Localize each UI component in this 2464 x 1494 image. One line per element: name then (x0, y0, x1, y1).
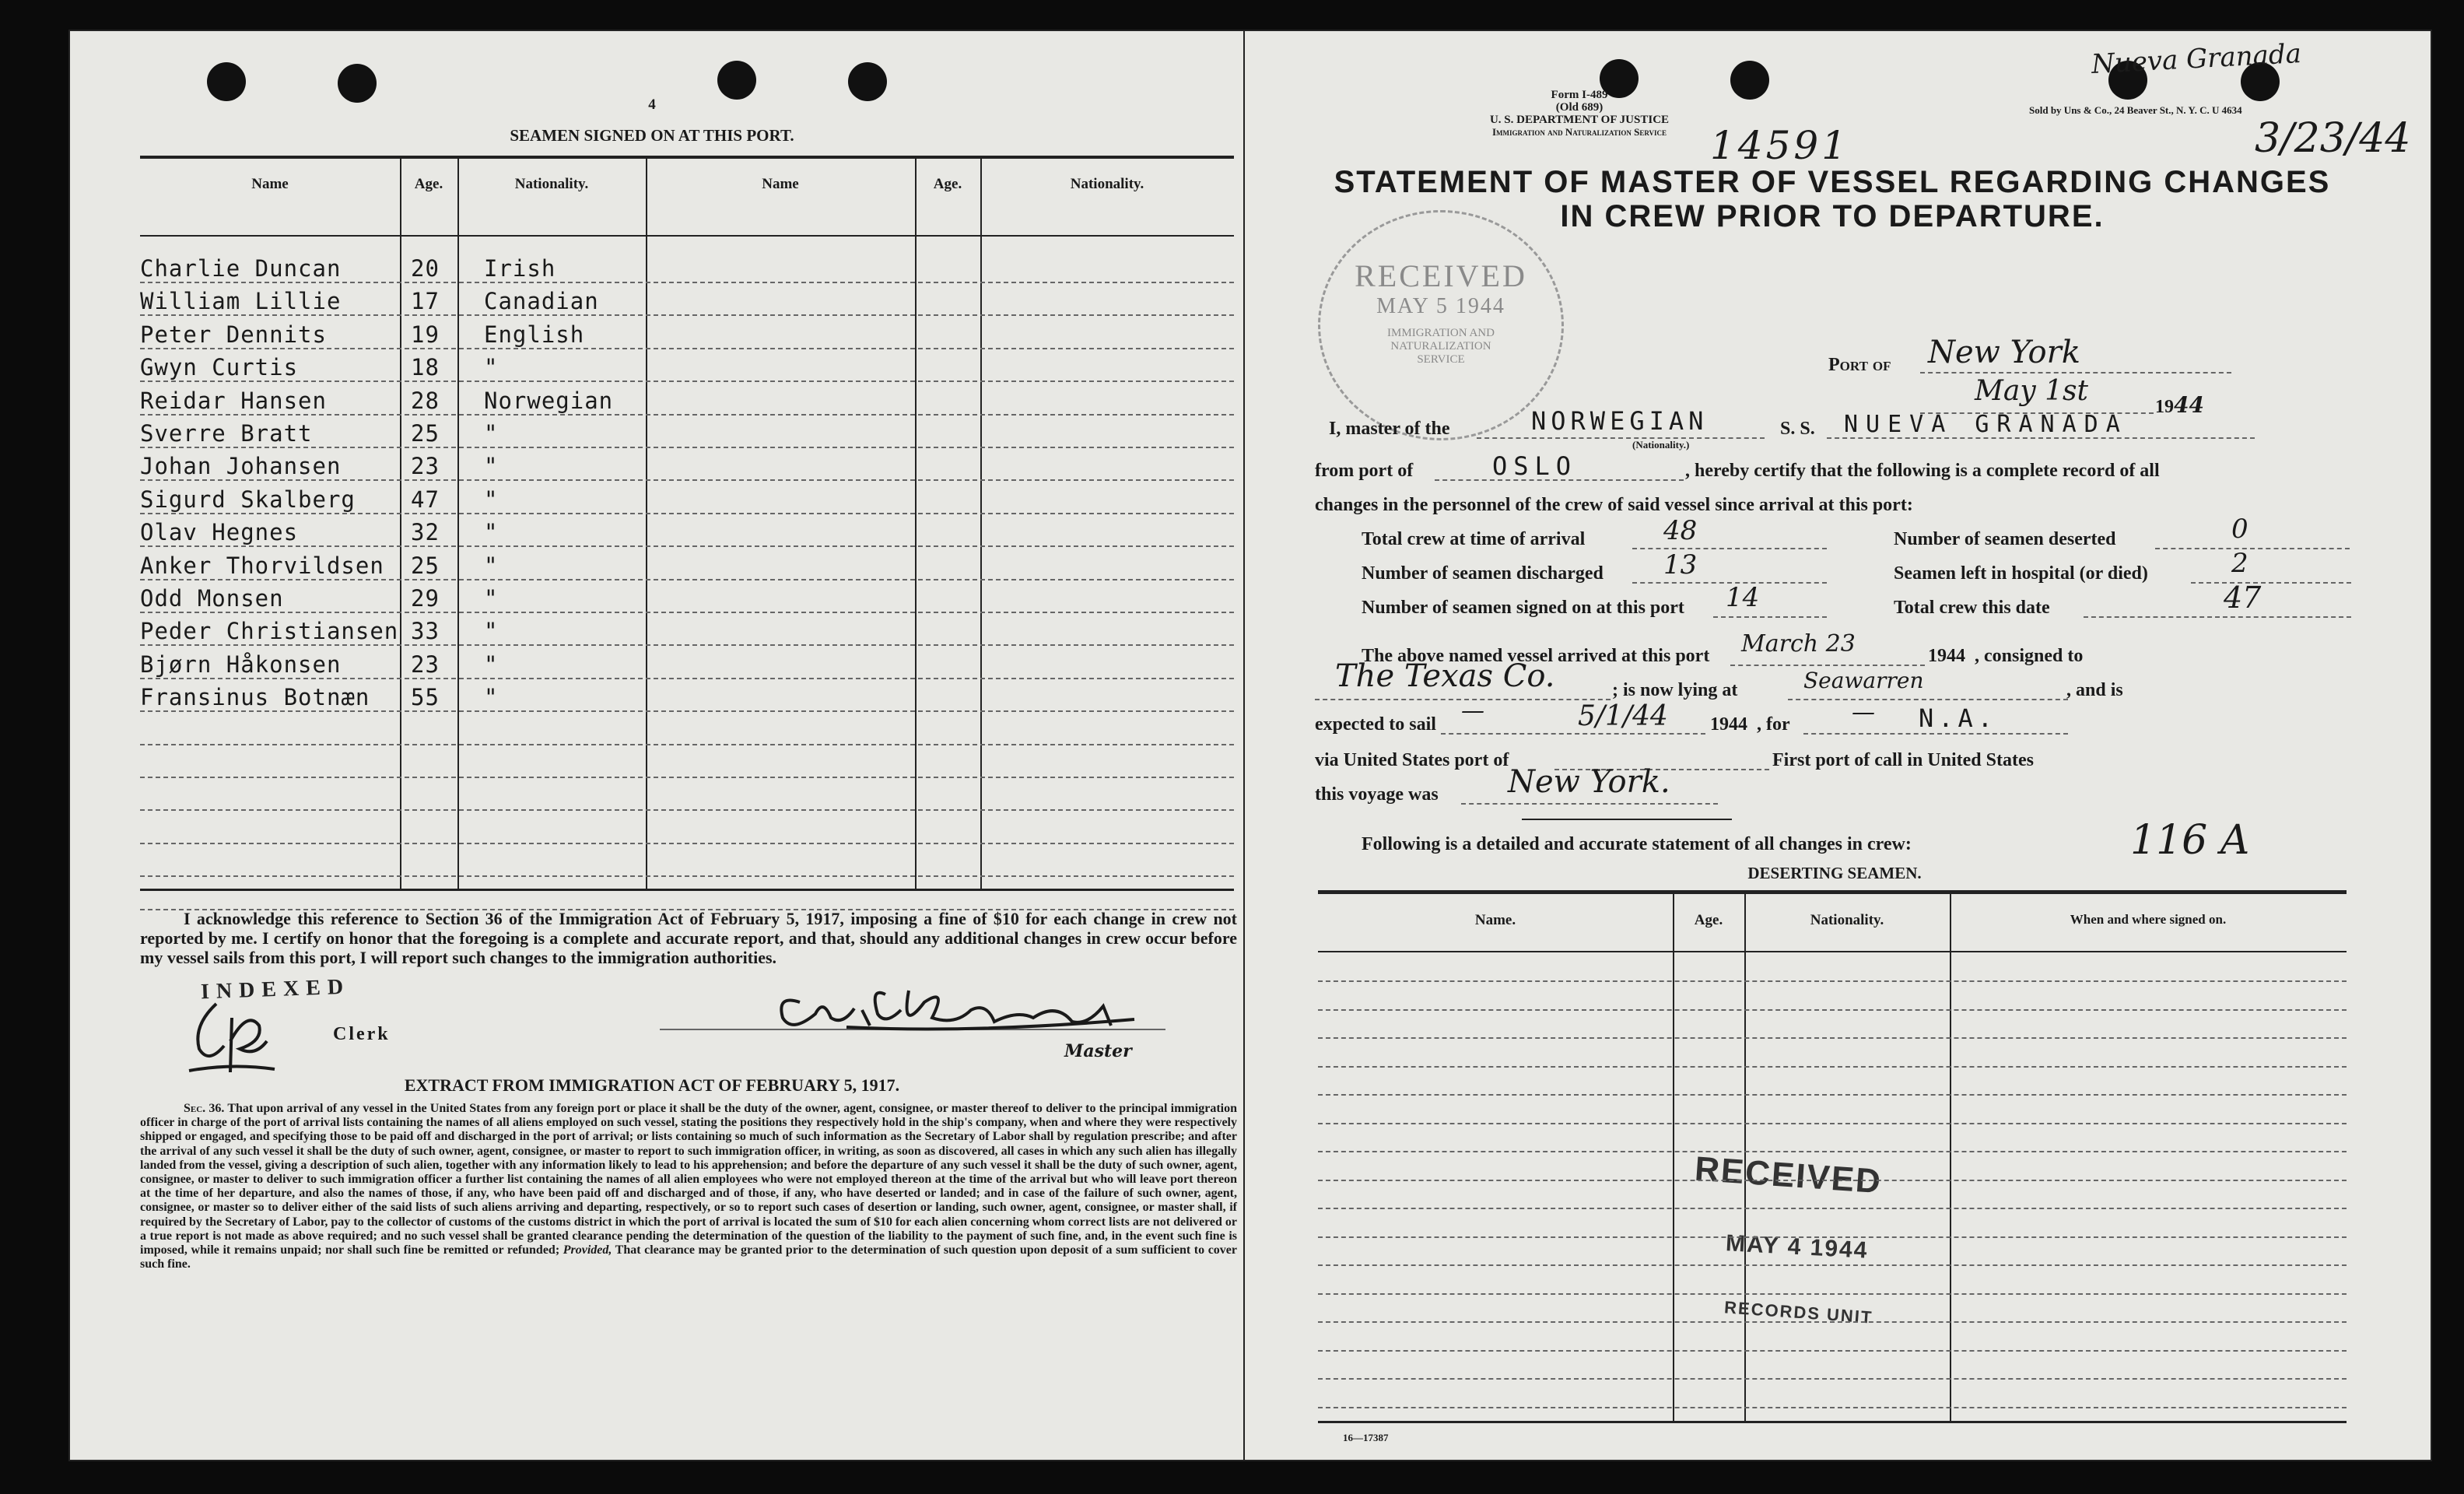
stamp-date-text: MAY 5 1944 (1376, 294, 1505, 318)
expected-year: 1944 (1710, 714, 1747, 735)
lying-underline (1788, 699, 2068, 700)
master-signature (769, 979, 1173, 1041)
crew-name: Olav Hegnes (140, 519, 299, 546)
crew-name: Reidar Hansen (140, 387, 327, 414)
for-label: , for (1757, 714, 1790, 735)
extract-end: That clearance may be granted prior to the determination of such question upon deposit of a sum sufficient to cover such fine. (140, 1243, 1238, 1271)
total-crew-date-label: Total crew this date (1894, 598, 2050, 618)
signed-on-underline (1713, 616, 1827, 618)
year-prefix: 19 (2155, 397, 2174, 417)
crew-nationality: Norwegian (484, 387, 614, 414)
desert-row-line (1318, 1293, 2347, 1295)
crew-name: Fransinus Botnæn (140, 684, 370, 711)
crew-age: 19 (411, 321, 440, 348)
row-line (140, 777, 1234, 778)
punch-hole (1730, 61, 1769, 100)
crew-name: Anker Thorvildsen (140, 552, 384, 579)
desert-row-line (1318, 1407, 2347, 1408)
deserted-label: Number of seamen deserted (1894, 529, 2116, 549)
for-value: N.A. (1919, 703, 1998, 733)
col-header-age: Age. (414, 176, 443, 192)
desert-row-line (1318, 1123, 2347, 1124)
deserted-value: 0 (2231, 514, 2248, 545)
table-header-rule (140, 235, 1234, 237)
consigned-label: , consigned to (1975, 646, 2084, 666)
arrived-value: March 23 (1741, 630, 1856, 658)
crew-nationality: " (484, 420, 499, 447)
row-line (140, 381, 1234, 382)
deserting-title: DESERTING SEAMEN. (1747, 864, 1922, 882)
row-line (140, 479, 1234, 481)
crew-name: Bjørn Håkonsen (140, 651, 342, 678)
total-crew-date-underline (2084, 616, 2351, 618)
from-port-value: OSLO (1492, 451, 1578, 481)
row-line (140, 909, 1234, 910)
punch-hole (207, 62, 246, 101)
row-line (140, 612, 1234, 613)
voyage-label: this voyage was (1315, 784, 1439, 805)
crew-name: Sverre Bratt (140, 420, 313, 447)
voyage-rule (1522, 819, 1732, 820)
desert-row-line (1318, 1037, 2347, 1039)
crew-age: 55 (411, 684, 440, 711)
vessel-value: NUEVA GRANADA (1844, 411, 2128, 438)
total-crew-date-value: 47 (2224, 580, 2262, 615)
crew-name: Peter Dennits (140, 321, 327, 348)
desert-top-rule (1318, 890, 2347, 894)
desert-col-age: Age. (1694, 912, 1723, 928)
received-stamp: RECEIVED (1693, 1149, 1884, 1201)
records-unit-stamp: RECORDS UNIT (1723, 1297, 1874, 1327)
row-line (140, 678, 1234, 679)
desert-row-line (1318, 1378, 2347, 1380)
year-value: 44 (2174, 392, 2204, 418)
crew-age: 47 (411, 486, 440, 513)
desert-row-line (1318, 1350, 2347, 1352)
desert-row-line (1318, 1066, 2347, 1068)
row-line (140, 579, 1234, 580)
desert-col-nationality: Nationality. (1810, 912, 1884, 928)
form-block (1455, 89, 1704, 139)
extract-title: EXTRACT FROM IMMIGRATION ACT OF FEBRUARY 5, 1917. (404, 1075, 900, 1095)
master-of-label: I, master of the (1329, 419, 1450, 439)
crew-nationality: " (484, 519, 499, 546)
crew-age: 33 (411, 618, 440, 645)
voyage-underline (1461, 803, 1718, 805)
stamp-received-text: RECEIVED (1355, 258, 1527, 293)
lying-label: ; is now lying at (1612, 680, 1738, 700)
clerk-label: Clerk (333, 1024, 391, 1044)
expected-label: expected to sail (1315, 714, 1436, 735)
row-line (140, 282, 1234, 283)
acknowledgement-text: I acknowledge this reference to Section 36 of the Immigration Act of February 5, 1917, imposing a fine of $10 for each change in crew not reported by me. I certify on honor that the foregoing is a complete and accurate report, and that, should any additional changes in crew occur before my vessel sails from this port, I will report such changes to the immigration authorities. (140, 909, 1237, 967)
arrived-year: 1944 (1928, 646, 1965, 666)
row-line (140, 414, 1234, 416)
extract-section-label: Sec. 36. (184, 1102, 225, 1115)
desert-row-line (1318, 1236, 2347, 1238)
stamp-service-text: IMMIGRATION AND NATURALIZATION SERVICE (1387, 327, 1495, 366)
row-line (140, 513, 1234, 514)
nationality-underline (1477, 437, 1765, 439)
discharged-value: 13 (1663, 549, 1698, 580)
crew-age: 18 (411, 354, 440, 381)
crew-nationality: " (484, 486, 499, 513)
port-label: Port of (1828, 355, 1891, 375)
title-line-1: STATEMENT OF MASTER OF VESSEL REGARDING CHANGES (1334, 165, 2331, 199)
crew-name: Johan Johansen (140, 453, 342, 480)
crew-name: Charlie Duncan (140, 255, 342, 282)
desert-row-line (1318, 1321, 2347, 1323)
page-number: 4 (648, 96, 656, 113)
master-label: Master (1064, 1041, 1132, 1061)
total-crew-arrival-label: Total crew at time of arrival (1362, 529, 1586, 549)
crew-name: Gwyn Curtis (140, 354, 299, 381)
col-header-name: Name (251, 176, 289, 192)
table-top-rule (140, 156, 1234, 159)
desert-col-divider (1950, 894, 1951, 1421)
crew-nationality: " (484, 684, 499, 711)
from-port-label: from port of (1315, 461, 1414, 481)
nationality-caption: (Nationality.) (1632, 439, 1690, 451)
deserted-underline (2155, 548, 2350, 549)
desert-row-line (1318, 1208, 2347, 1209)
desert-row-line (1318, 1094, 2347, 1096)
form-old: (Old 689) (1555, 101, 1604, 114)
via-label: via United States port of (1315, 750, 1509, 770)
col-divider (980, 159, 982, 889)
col-divider (457, 159, 459, 889)
date-value: May 1st (1975, 375, 2088, 407)
desert-col-divider (1673, 894, 1674, 1421)
total-crew-arrival-value: 48 (1663, 515, 1698, 546)
col-header-name-2: Name (762, 176, 799, 192)
row-line (140, 314, 1234, 316)
col-header-nationality: Nationality. (514, 176, 589, 192)
consignee-value: The Texas Co. (1335, 658, 1555, 694)
crew-name: Peder Christiansen (140, 618, 399, 645)
crew-age: 29 (411, 585, 440, 612)
form-footer: 16—17387 (1343, 1432, 1389, 1443)
extract-text: That upon arrival of any vessel in the United States from any foreign port or place it shall be the duty of the owner, agent, consignee, or master thereof to deliver to the principal immigration officer in charge of the port of arrival lists containing the names of all aliens employed on such vessel, stating the positions they respectively hold in the ship's company, when and where they were respectively shipped or engaged, and specifying those to be paid off and discharged in the port of arrival; or lists containing so much of such information as the Secretary of Labor shall by regulation prescribe; and after the arrival of any such vessel it shall be the duty of such owner, agent, consignee, or master to report to such immigration officer, in writing, as soon as discovered, all cases in which any such alien has illegally landed from the vessel, giving a description of such alien, together with any information likely to lead to his apprehension; and before the departure of any such vessel it shall be the duty of such owner, agent, consignee, or master to deliver to such immigration officer a further list containing the names of all alien employees who were not employed thereon at the time of the arrival but who will leave port thereon at the time of her departure, and also the names of those, if any, who have been paid off and discharged and of those, if any, who have deserted or landed; and in case of the failure of such owner, agent, consignee, or master so to deliver either of the said lists of such aliens arriving and departing, respectively, or so to report such cases of desertion or landing, such owner, agent, consignee, or master shall, if required by the Secretary of Labor, pay to the collector of customs of the customs district in which the port of arrival is located the sum of $10 for each alien concerning whom correct lists are not delivered or a true report is not made as above required; and no such vessel shall be granted clearance pending the determination of the question of the liability to the payment of such fine, and, in the event such fine is imposed, while it remains unpaid; nor shall such fine be remitted or refunded; (140, 1102, 1237, 1257)
handwritten-vessel-name: Nueva Granada (2091, 37, 2302, 81)
nationality-value: NORWEGIAN (1531, 406, 1709, 436)
crew-age: 20 (411, 255, 440, 282)
date-corner: 3/23/44 (2255, 115, 2411, 162)
row-line (140, 644, 1234, 646)
signed-on-label: Number of seamen signed on at this port (1362, 598, 1684, 618)
row-line (140, 545, 1234, 547)
desert-row-line (1318, 1151, 2347, 1152)
first-port-label: First port of call in United States (1772, 750, 2034, 770)
total-crew-arrival-underline (1632, 548, 1827, 549)
extract-proviso: Provided, (563, 1243, 612, 1257)
crew-nationality: " (484, 552, 499, 579)
clerk-initials-signature (185, 994, 279, 1080)
row-line (140, 744, 1234, 745)
crew-nationality: Irish (484, 255, 556, 282)
hospital-underline (2191, 582, 2351, 584)
desert-row-line (1318, 980, 2347, 982)
arrived-underline (1730, 665, 1925, 666)
port-value: New York (1928, 335, 2080, 370)
received-round-stamp (1318, 210, 1564, 440)
discharged-label: Number of seamen discharged (1362, 563, 1604, 584)
changes-text: changes in the personnel of the crew of said vessel since arrival at this port: (1315, 495, 1913, 515)
crew-age: 17 (411, 288, 440, 315)
for-dash: — (1852, 699, 1875, 726)
punch-hole (848, 62, 887, 101)
row-line (140, 447, 1234, 448)
col-divider (400, 159, 401, 889)
form-id: Form I-489 (1551, 89, 1608, 101)
row-line (140, 348, 1234, 349)
crew-nationality: " (484, 453, 499, 480)
crew-age: 23 (411, 453, 440, 480)
desert-row-line (1318, 1009, 2347, 1011)
year-printed (2155, 392, 2204, 418)
row-line (140, 809, 1234, 811)
crew-name: Odd Monsen (140, 585, 284, 612)
desert-bottom-rule (1318, 1421, 2347, 1423)
row-line (140, 710, 1234, 712)
section-title: SEAMEN SIGNED ON AT THIS PORT. (510, 126, 794, 145)
right-page (1243, 30, 2432, 1461)
desert-header-rule (1318, 951, 2347, 952)
col-header-nationality-2: Nationality. (1070, 176, 1144, 192)
expected-underline (1441, 733, 1705, 735)
arrived-label: The above named vessel arrived at this port (1362, 646, 1710, 666)
crew-nationality: " (484, 618, 499, 645)
crew-age: 25 (411, 552, 440, 579)
desert-col-when-where: When and where signed on. (2070, 912, 2227, 927)
hospital-label: Seamen left in hospital (or died) (1894, 563, 2148, 584)
desert-row-line (1318, 1180, 2347, 1181)
file-number: 14591 (1710, 123, 1850, 168)
row-line (140, 875, 1234, 877)
crew-name: William Lillie (140, 288, 342, 315)
port-underline (1920, 372, 2231, 374)
ss-label: S. S. (1780, 419, 1815, 439)
indexed-stamp: INDEXED (200, 974, 351, 1005)
crew-age: 23 (411, 651, 440, 678)
desert-col-name: Name. (1474, 912, 1516, 928)
crew-nationality: Canadian (484, 288, 599, 315)
extract-body (140, 1102, 1237, 1271)
service: Immigration and Naturalization Service (1491, 126, 1667, 138)
title-line-2: IN CREW PRIOR TO DEPARTURE. (1560, 199, 2105, 233)
row-line (140, 843, 1234, 844)
signed-on-value: 14 (1726, 582, 1760, 613)
crew-age: 32 (411, 519, 440, 546)
expected-value: 5/1/44 (1578, 700, 1668, 732)
col-header-age-2: Age. (933, 176, 962, 192)
sold-by: Sold by Uns & Co., 24 Beaver St., N. Y. C. U 4634 (2029, 104, 2242, 116)
col-divider (646, 159, 647, 889)
lying-value: Seawarren (1803, 668, 1924, 693)
punch-hole (717, 61, 756, 100)
and-is-label: , and is (2066, 680, 2123, 700)
crew-nationality: " (484, 651, 499, 678)
crew-age: 25 (411, 420, 440, 447)
handwritten-ref: 116 A (2130, 817, 2250, 864)
crew-nationality: " (484, 354, 499, 381)
following-text: Following is a detailed and accurate statement of all changes in crew: (1362, 834, 1912, 854)
col-divider (915, 159, 917, 889)
desert-row-line (1318, 1264, 2347, 1266)
crew-nationality: " (484, 585, 499, 612)
voyage-value: New York. (1508, 764, 1670, 800)
crew-age: 28 (411, 387, 440, 414)
crew-nationality: English (484, 321, 585, 348)
department: U. S. DEPARTMENT OF JUSTICE (1489, 114, 1670, 126)
expected-dash: — (1461, 697, 1484, 724)
for-underline (1803, 733, 2068, 735)
received-stamp-date: MAY 4 1944 (1725, 1230, 1870, 1264)
left-page (68, 30, 1257, 1461)
certify-text: , hereby certify that the following is a complete record of all (1685, 461, 2160, 481)
hospital-value: 2 (2231, 548, 2248, 579)
crew-name: Sigurd Skalberg (140, 486, 356, 513)
table-bottom-rule (140, 889, 1234, 891)
